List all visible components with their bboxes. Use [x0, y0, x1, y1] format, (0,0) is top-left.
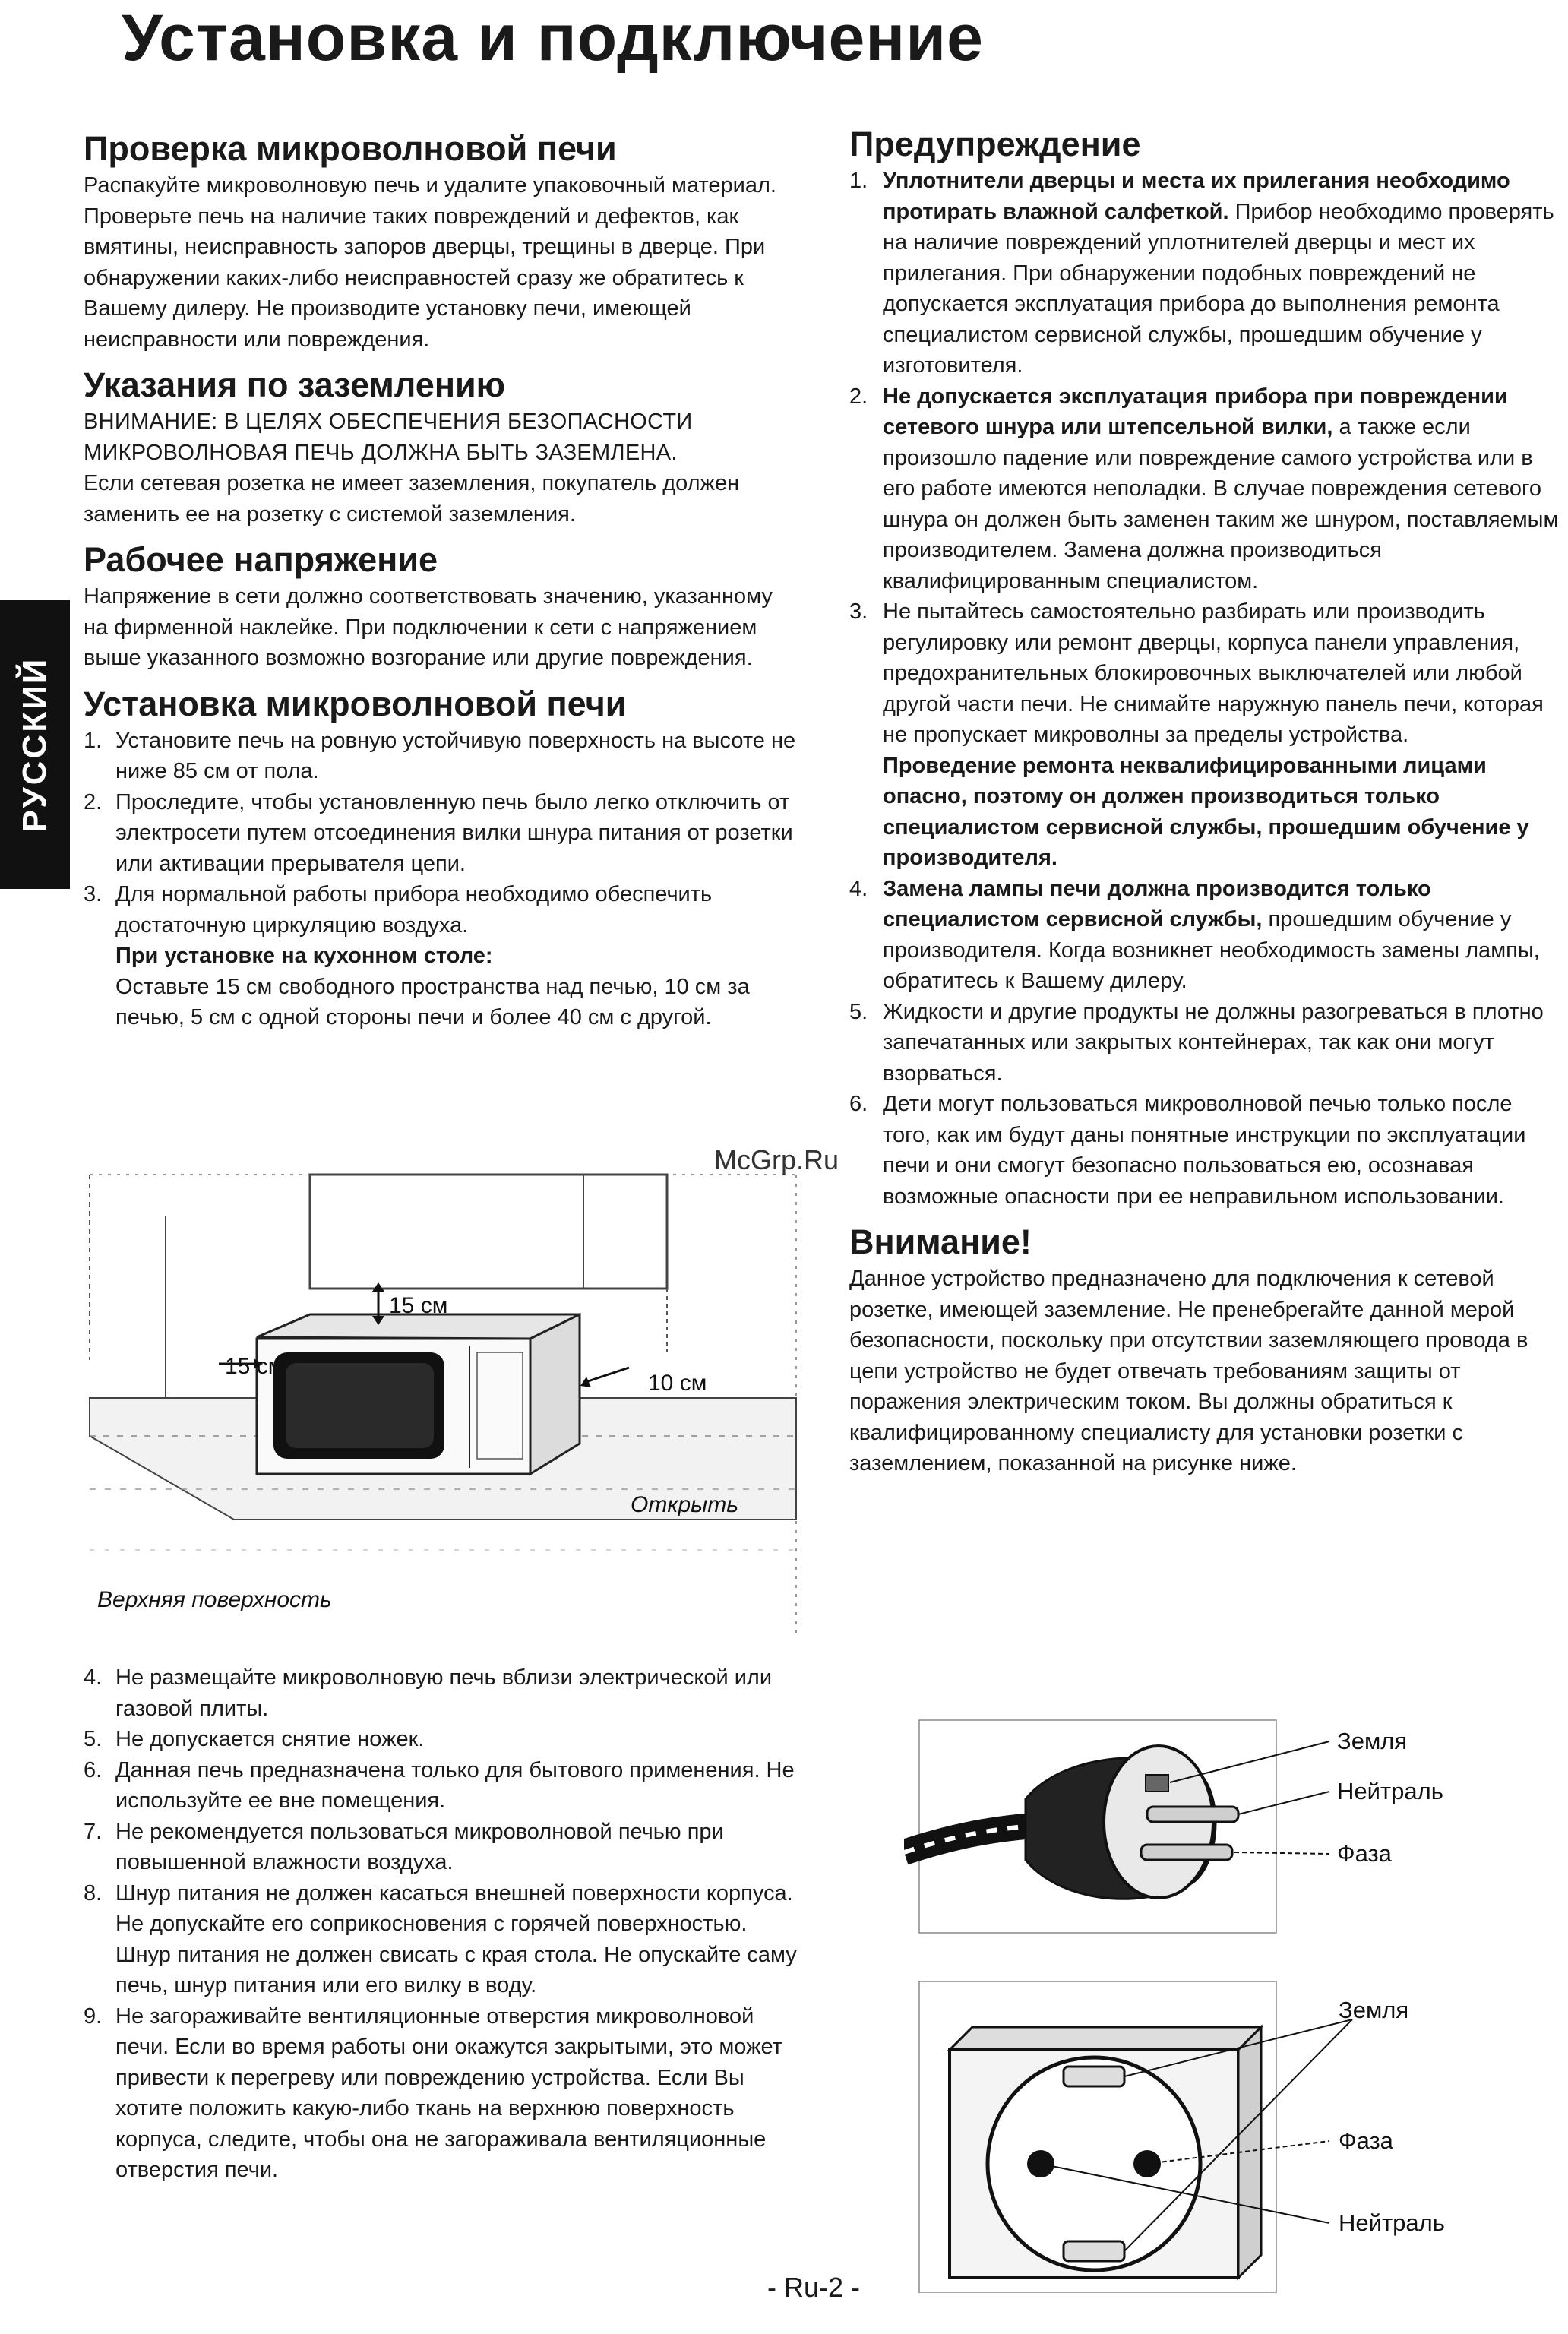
install-list-continued [84, 1662, 801, 2186]
attention-heading: Внимание! [849, 1222, 1032, 1261]
list-item: 8. Шнур питания не должен касаться внешней поверхности корпуса. Не допускайте его соприкосновения с горячей поверхностью. Шнур питания не должен свисать с края стола. Не опускайте саму печь, шнур питания или его вилку в воду. [84, 1880, 797, 1997]
grounding-warning: ВНИМАНИЕ: В ЦЕЛЯХ ОБЕСПЕЧЕНИЯ БЕЗОПАСНОСТИ МИКРОВОЛНОВАЯ ПЕЧЬ ДОЛЖНА БЫТЬ ЗАЗЕМЛЕНА. [84, 410, 693, 465]
microwave-oven [257, 1314, 580, 1474]
socket-phase-label: Фаза [1339, 2127, 1393, 2154]
list-item: 5. Не допускается снятие ножек. [84, 1727, 425, 1751]
language-tab [0, 600, 70, 889]
back-clearance-label: 10 см [648, 1371, 707, 1396]
voltage-heading: Рабочее напряжение [84, 540, 438, 579]
install-counter-label: При установке на кухонном столе: [115, 944, 493, 968]
surface-label: Верхняя поверхность [97, 1587, 332, 1612]
socket-illustration [950, 2027, 1261, 2278]
plug-phase-label: Фаза [1337, 1840, 1392, 1867]
warning-heading: Предупреждение [849, 125, 1141, 163]
top-clearance-label: 15 см [389, 1293, 448, 1318]
oven-clearance-diagram [82, 1170, 804, 1633]
list-item: 6. Данная печь предназначена только для бытового применения. Не используйте ее вне помещения. [84, 1757, 795, 1813]
plug-socket-diagram [904, 1716, 1535, 2293]
list-item: 2. Проследите, чтобы установленную печь было легко отключить от электросети путем отсоединения вилки шнура питания от розетки или активации прерывателя цепи. [84, 789, 793, 876]
list-item: 9. Не загораживайте вентиляционные отверстия микроволновой печи. Если во время работы они окажутся закрытыми, это может привести к перегреву или повреждению устройства. Если Вы хотите положить какую-либо ткань на верхнюю поверхность корпуса, следите, чтобы она не загораживала вентиляционные отверстия печи. [84, 2004, 782, 2182]
left-column [84, 128, 801, 1033]
install-heading: Установка микроволновой печи [84, 684, 627, 723]
list-item: 1. Установите печь на ровную устойчивую поверхность на высоте не ниже 85 см от пола. [84, 728, 796, 783]
list-item: 7. Не рекомендуется пользоваться микроволновой печью при повышенной влажности воздуха. [84, 1819, 724, 1874]
check-heading: Проверка микроволновой печи [84, 129, 617, 168]
repair-warning: Проведение ремонта неквалифицированными лицами опасно, поэтому он должен производиться только специалистом сервисной службы, прошедшим обучение у производителя. [883, 753, 1529, 870]
socket-neutral-label: Нейтраль [1339, 2209, 1445, 2236]
list-item: 4. Замена лампы печи должна производится только специалистом сервисной службы, прошедшим обучение у производителя. Когда возникнет необходимость замены лампы, обратитесь к Вашему дилеру. [849, 876, 1540, 993]
list-item: 3. Для нормальной работы прибора необходимо обеспечить достаточную циркуляцию воздуха. При установке на кухонном столе: Оставьте 15 см свободного пространства над печью, 10 см за печью, 5 см с одной стороны печи и более 40 см с другой. [84, 879, 801, 1033]
side-clearance-label: 15 см [225, 1354, 284, 1379]
grounding-heading: Указания по заземлению [84, 365, 506, 404]
list-item: 3. Не пытайтесь самостоятельно разбирать или производить регулировку или ремонт дверцы, корпуса панели управления, предохранительных блокировочных выключателей или любой другой части печи. Не снимайте наружную панель печи, которая не пропускает микроволны за пределы устройства. Проведение ремонта неквалифицированными лицами опасно, поэтому он должен производиться только специалистом сервисной службы, прошедшим обучение у производителя. [849, 596, 1563, 874]
install-clearance-text: Оставьте 15 см свободного пространства над печью, 10 см за печью, 5 см с одной стороны печи и более 40 см с другой. [115, 974, 750, 1029]
plug-neutral-label: Нейтраль [1337, 1778, 1443, 1804]
warning-list [849, 166, 1563, 1212]
list-item: 1. Уплотнители дверцы и места их прилегания необходимо протирать влажной салфеткой. Прибор необходимо проверять на наличие повреждений уплотнителей дверцы и мест их прилегания. При обнаружении подобных повреждений не допускается эксплуатация прибора до выполнения ремонта специалистом сервисной службы, прошедшим обучение у изготовителя. [849, 169, 1554, 378]
page-number: - Ru-2 - [767, 2272, 861, 2303]
list-item: 5. Жидкости и другие продукты не должны разогреваться в плотно запечатанных или закрытых контейнерах, так как они могут взорваться. [849, 999, 1544, 1086]
voltage-text: Напряжение в сети должно соответствовать значению, указанному на фирменной наклейке. При подключении к сети с напряжением выше указанного возможно возгорание или другие повреждения. [84, 584, 773, 670]
page-title: Установка и подключение [122, 2, 984, 74]
grounding-text: Если сетевая розетка не имеет заземления, покупатель должен заменить ее на розетку с системой заземления. [84, 471, 740, 527]
list-item: 6. Дети могут пользоваться микроволновой печью только после того, как им будут даны понятные инструкции по эксплуатации печи и они смогут безопасно пользоваться ею, осознавая возможные опасности при ее неправильном использовании. [849, 1092, 1526, 1209]
socket-ground-label: Земля [1339, 1997, 1409, 2023]
watermark: McGrp.Ru [714, 1144, 839, 1175]
plug-ground-label: Земля [1337, 1728, 1408, 1754]
right-column [849, 123, 1563, 1479]
open-label: Открыть [631, 1492, 739, 1517]
list-item: 2. Не допускается эксплуатация прибора при повреждении сетевого шнура или штепсельной вилки, а также если произошло падение или повреждение самого устройства или в его работе имеются неполадки. В случае повреждения сетевого шнура он должен быть заменен таким же шнуром, поставляемым производителем. Замена должна производиться квалифицированным специалистом. [849, 384, 1559, 593]
install-list [84, 726, 801, 1033]
list-item: 4. Не размещайте микроволновую печь вблизи электрической или газовой плиты. [84, 1665, 773, 1721]
plug-illustration [904, 1746, 1238, 1899]
attention-text: Данное устройство предназначено для подключения к сетевой розетке, имеющей заземление. Не пренебрегайте данной мерой безопасности, поскольку при отсутствии заземляющего провода в цепи устройство не будет отвечать требованиям защиты от поражения электрическим током. Вы должны обратиться к квалифицированному специалисту для установки розетки с заземлением, показанной на рисунке ниже. [849, 1267, 1528, 1475]
check-text: Распакуйте микроволновую печь и удалите упаковочный материал. Проверьте печь на наличие таких повреждений и дефектов, как вмятины, неисправность запоров дверцы, трещины в дверце. При обнаружении каких-либо неисправностей сразу же обратитесь к Вашему дилеру. Не производите установку печи, имеющей неисправности или повреждения. [84, 173, 776, 352]
language-tab-label: РУССКИЙ [16, 656, 53, 833]
